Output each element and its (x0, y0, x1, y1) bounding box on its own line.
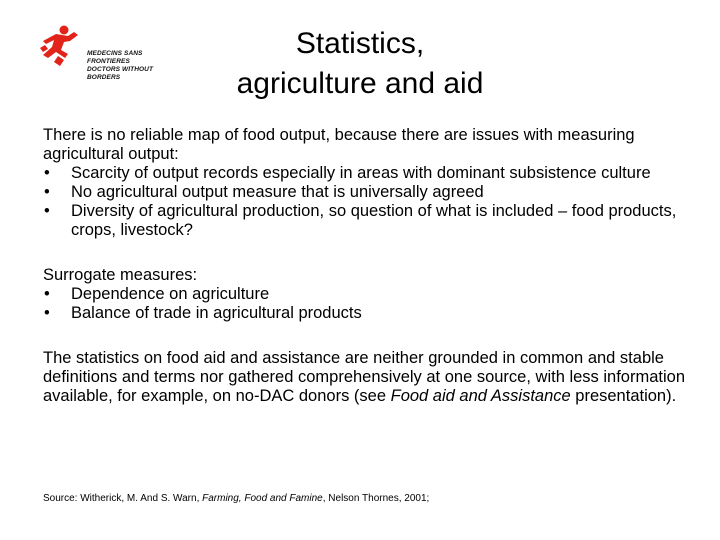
issues-list (43, 164, 708, 240)
logo-line-1: MEDECINS SANS FRONTIERES (87, 50, 143, 65)
source-suffix: , Nelson Thornes, 2001; (322, 493, 430, 504)
surrogate-item (43, 285, 708, 304)
surrogate-item (43, 304, 708, 323)
source-prefix: Source: Witherick, M. And S. Warn, (43, 493, 203, 504)
issue-text: Scarcity of output records especially in areas with dominant subsistence culture (71, 164, 651, 182)
issue-item (43, 183, 708, 202)
intro-paragraph: There is no reliable map of food output, because there are issues with measuring agricultural output: (43, 126, 635, 163)
surrogate-list (43, 285, 708, 323)
aid-paragraph (43, 349, 708, 406)
surrogate-text: Dependence on agriculture (71, 285, 270, 303)
aid-presentation-reference: Food aid and Assistance (390, 387, 571, 405)
logo-line-2: DOCTORS WITHOUT BORDERS (87, 66, 154, 81)
issue-item (43, 164, 708, 183)
msf-running-figure-icon (34, 24, 86, 70)
bullet-icon: • (44, 164, 50, 182)
surrogate-heading: Surrogate measures: (43, 266, 198, 284)
msf-logo (34, 24, 179, 81)
surrogate-text: Balance of trade in agricultural products (71, 304, 362, 322)
issue-text: No agricultural output measure that is universally agreed (71, 183, 484, 201)
bullet-icon: • (44, 183, 50, 201)
source-book-title: Farming, Food and Famine (202, 493, 323, 504)
issue-item (43, 202, 708, 240)
issue-text: Diversity of agricultural production, so question of what is included – food products, crops, livestock? (71, 202, 677, 239)
bullet-icon: • (44, 304, 50, 322)
aid-text-end: presentation). (570, 387, 677, 405)
bullet-icon: • (44, 285, 50, 303)
title-line-2: agriculture and aid (236, 67, 484, 100)
slide-body (43, 126, 708, 406)
bullet-icon: • (44, 202, 50, 220)
source-citation (43, 493, 429, 505)
title-line-1: Statistics, (295, 27, 425, 60)
logo-wordmark (87, 50, 179, 82)
aid-text-start: The statistics on food aid and assistance are neither grounded in common and stable definitions and terms nor gathered comprehensively at one source, with less information available, for example, on no-DAC donors (see (43, 349, 686, 405)
slide-title (190, 24, 530, 104)
